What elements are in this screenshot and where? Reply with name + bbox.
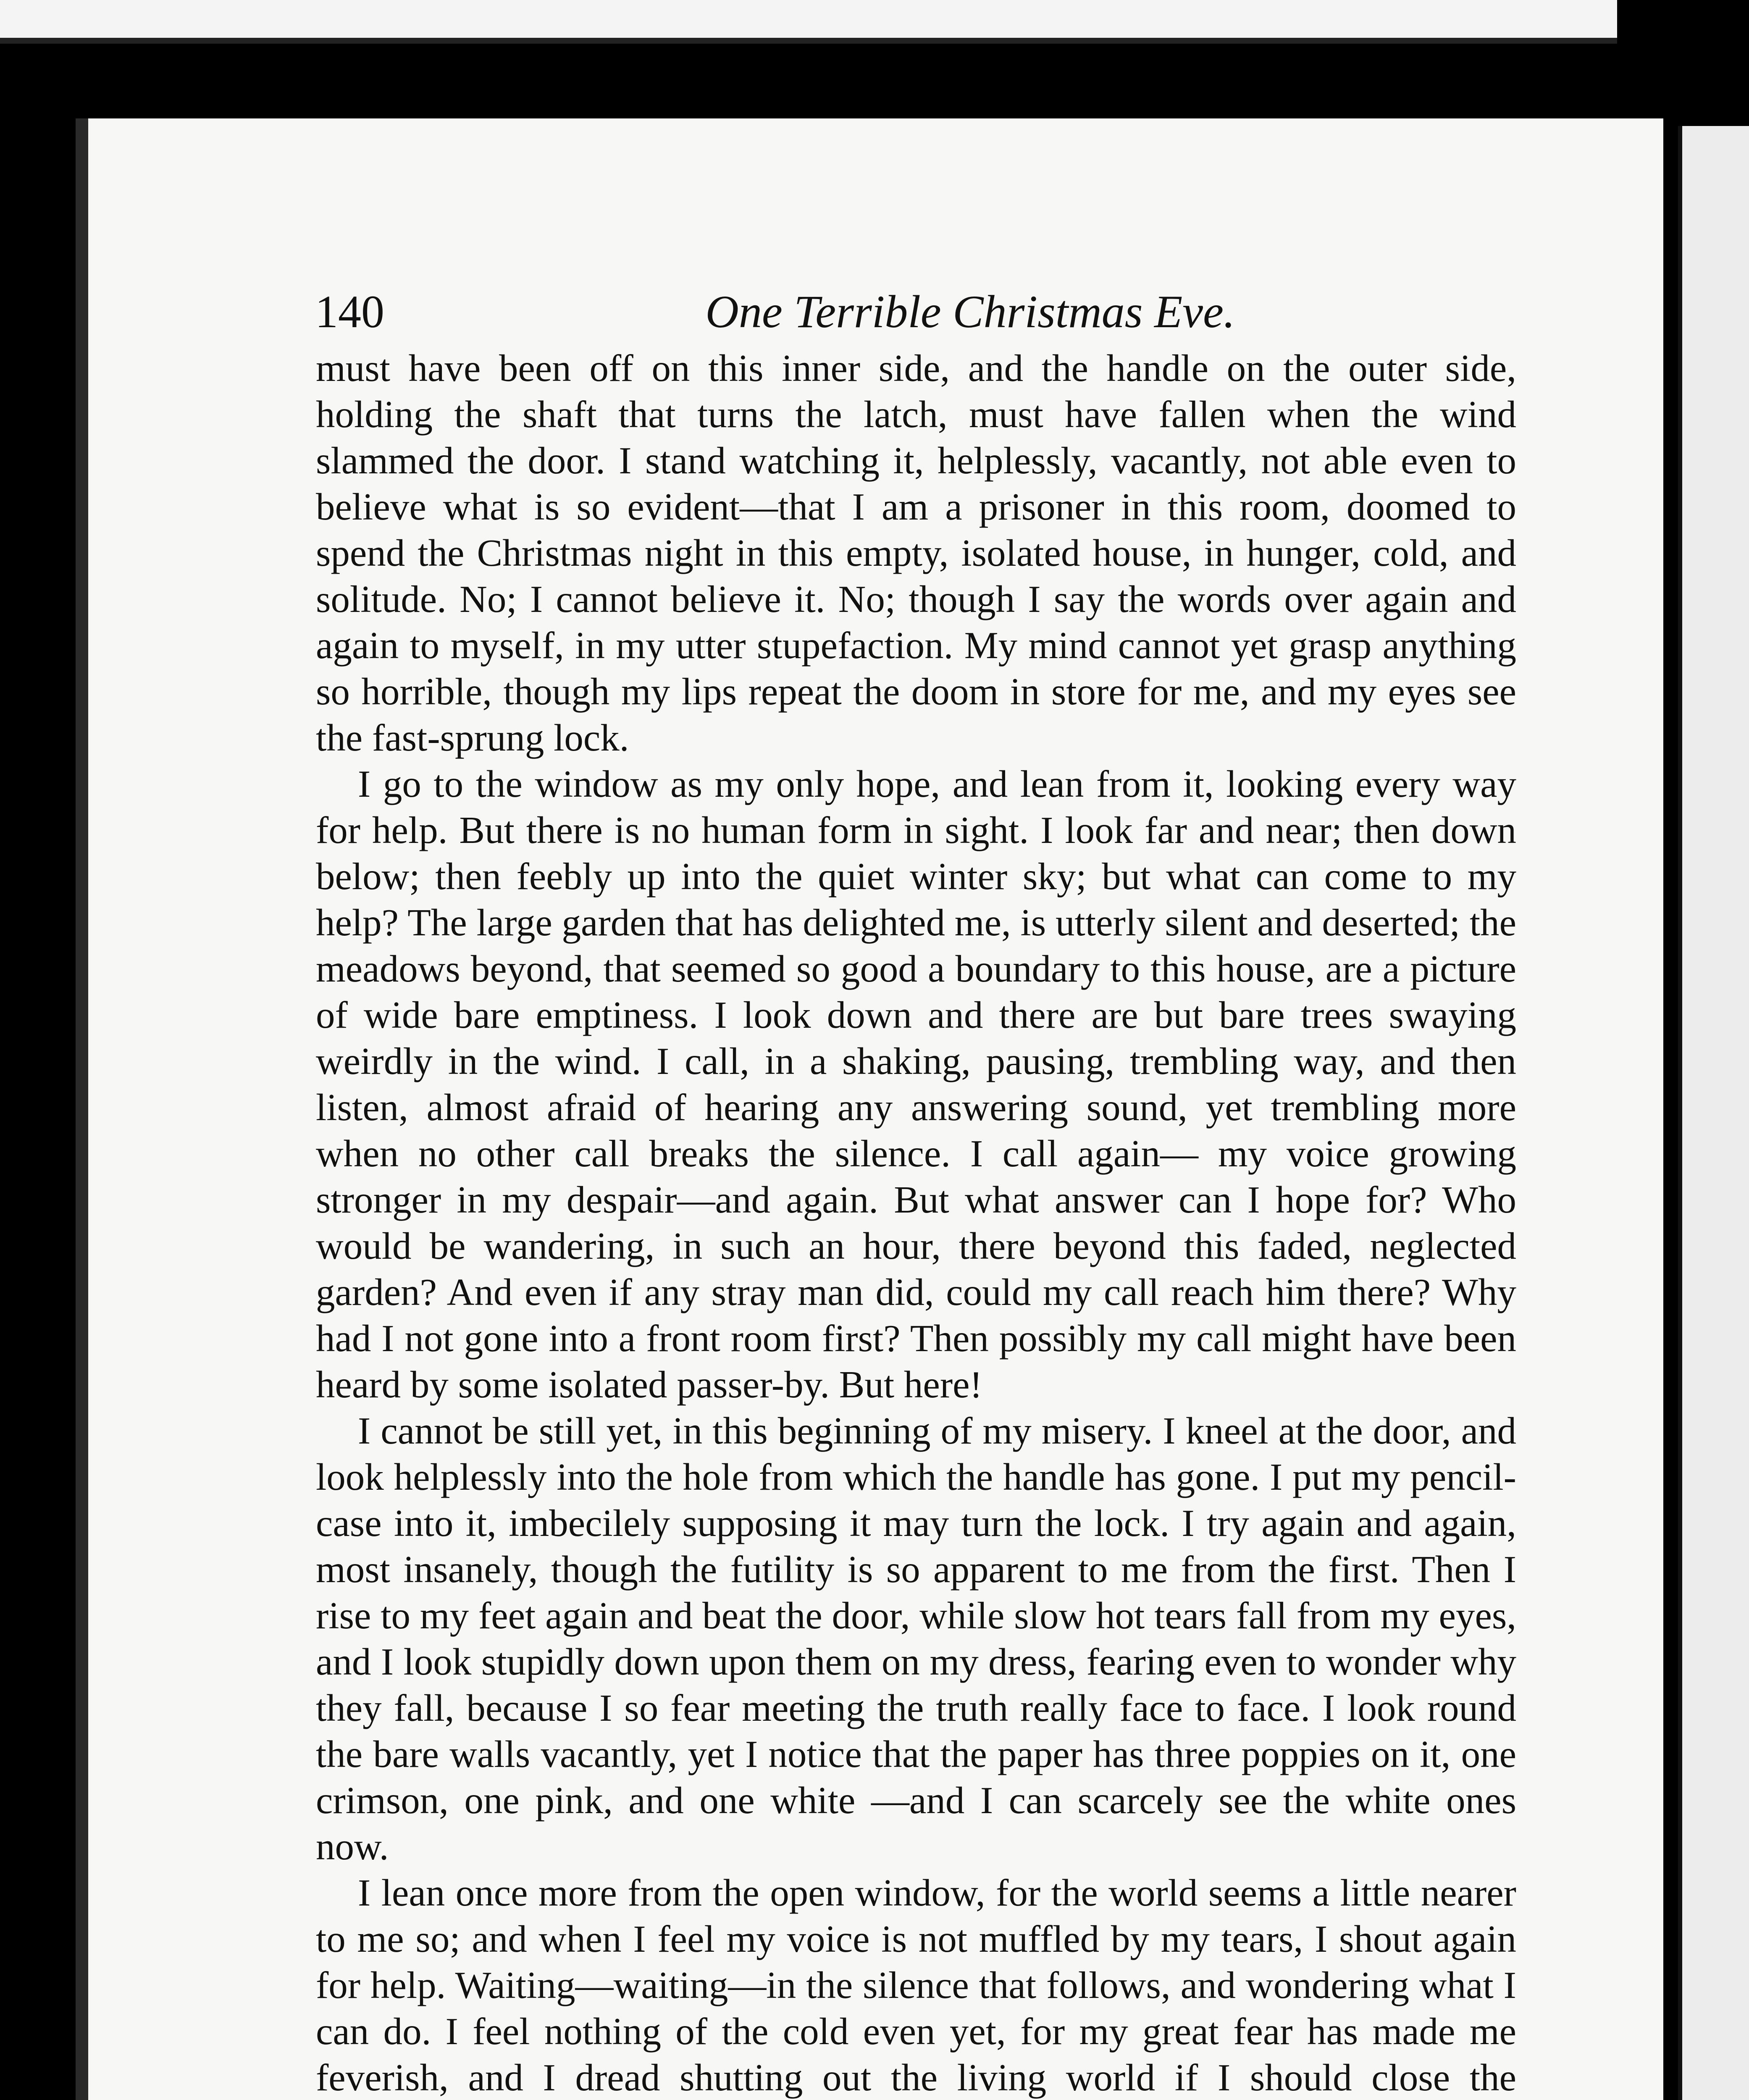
- page-number: 140: [315, 286, 384, 337]
- paragraph-3: I cannot be still yet, in this beginning of my misery. I kneel at the door, and look helplessly into the hole from which the handle has gone. I put my pencil-case into it, imbecilely supposing it may turn the lock. I try again and again, most insanely, though the futility is so apparent to me from the first. Then I rise to my feet again and beat the door, while slow hot tears fall from my eyes, and I look stupidly down upon them on my dress, fearing even to wonder why they fall, because I so fear meeting the truth really face to face. I look round the bare walls vacantly, yet I notice that the paper has three poppies on it, one crimson, one pink, and one white —and I can scarcely see the white ones now.: [316, 1410, 1516, 1868]
- body-text: [316, 345, 1516, 2100]
- paragraph-4: I lean once more from the open window, for the world seems a little nearer to me so; and when I feel my voice is not muffled by my tears, I shout again for help. Waiting—waiting—in the silence that follows, and wondering what I can do. I feel nothing of the cold even yet, for my great fear has made me feverish, and I dread shutting out the living world if I should close the: [316, 1872, 1516, 2099]
- running-title: One Terrible Christmas Eve.: [705, 286, 1235, 337]
- next-page-edge: [1678, 126, 1749, 2100]
- previous-page-edge: [0, 0, 1617, 44]
- book-page: [76, 118, 1663, 2100]
- paragraph-2: I go to the window as my only hope, and lean from it, looking every way for help. But there is no human form in sight. I look far and near; then down below; then feebly up into the quiet winter sky; but what can come to my help? The large garden that has delighted me, is utterly silent and deserted; the meadows beyond, that seemed so good a boundary to this house, are a picture of wide bare emptiness. I look down and there are but bare trees swaying weirdly in the wind. I call, in a shaking, pausing, trembling way, and then listen, almost afraid of hearing any answering sound, yet trembling more when no other call breaks the silence. I call again— my voice growing stronger in my despair—and again. But what answer can I hope for? Who would be wandering, in such an hour, there beyond this faded, neglected garden? And even if any stray man did, could my call reach him there? Why had I not gone into a front room first? Then possibly my call might have been heard by some isolated passer-by. But here!: [316, 763, 1516, 1406]
- running-head: [88, 270, 1663, 354]
- paragraph-1: must have been off on this inner side, and the handle on the outer side, holding the shaft that turns the latch, must have fallen when the wind slammed the door. I stand watching it, helplessly, vacantly, not able even to believe what is so evident—that I am a prisoner in this room, doomed to spend the Christmas night in this empty, isolated house, in hunger, cold, and solitude. No; I cannot believe it. No; though I say the words over again and again to myself, in my utter stupefaction. My mind cannot yet grasp anything so horrible, though my lips repeat the doom in store for me, and my eyes see the fast-sprung lock.: [316, 347, 1516, 759]
